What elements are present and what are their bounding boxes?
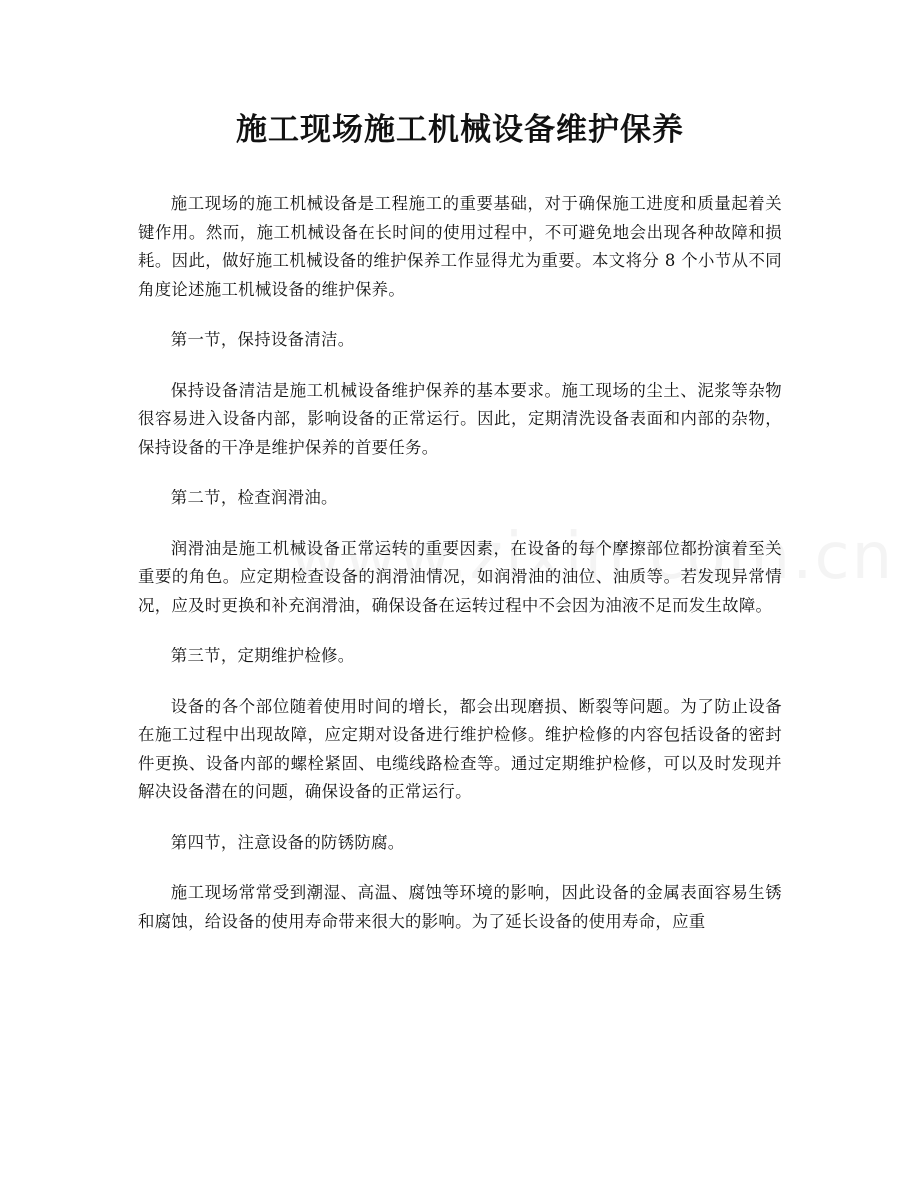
section-3-heading: 第三节，定期维护检修。	[170, 646, 355, 665]
intro-paragraph: 施工现场的施工机械设备是工程施工的重要基础，对于确保施工进度和质量起着关键作用。然而，施工机械设备在长时间的使用过程中，不可避免地会出现各种故障和损耗。因此，做好施工机械设备的维护保养工作显得尤为重要。本文将分 8 个小节从不同角度论述施工机械设备的维护保养。	[138, 194, 782, 299]
section-1-heading: 第一节，保持设备清洁。	[170, 330, 355, 349]
section-4-paragraph: 施工现场常常受到潮湿、高温、腐蚀等环境的影响，因此设备的金属表面容易生锈和腐蚀，给设备的使用寿命带来很大的影响。为了延长设备的使用寿命，应重	[138, 883, 782, 931]
section-1-paragraph: 保持设备清洁是施工机械设备维护保养的基本要求。施工现场的尘土、泥浆等杂物很容易进入设备内部，影响设备的正常运行。因此，定期清洗设备表面和内部的杂物，保持设备的干净是维护保养的首要任务。	[138, 380, 782, 457]
section-2-paragraph: 润滑油是施工机械设备正常运转的重要因素，在设备的每个摩擦部位都扮演着至关重要的角色。应定期检查设备的润滑油情况，如润滑油的油位、油质等。若发现异常情况，应及时更换和补充润滑油，确保设备在运转过程中不会因为油液不足而发生故障。	[138, 538, 782, 615]
document-body	[138, 190, 782, 936]
section-2-heading: 第二节，检查润滑油。	[170, 488, 338, 507]
section-4-heading: 第四节，注意设备的防锈防腐。	[170, 832, 405, 852]
document-title: 施工现场施工机械设备维护保养	[236, 112, 684, 148]
section-3-paragraph: 设备的各个部位随着使用时间的增长，都会出现磨损、断裂等问题。为了防止设备在施工过程中出现故障，应定期对设备进行维护检修。维护检修的内容包括设备的密封件更换、设备内部的螺栓紧固、电缆线路检查等。通过定期维护检修，可以及时发现并解决设备潜在的问题，确保设备的正常运行。	[138, 696, 782, 801]
